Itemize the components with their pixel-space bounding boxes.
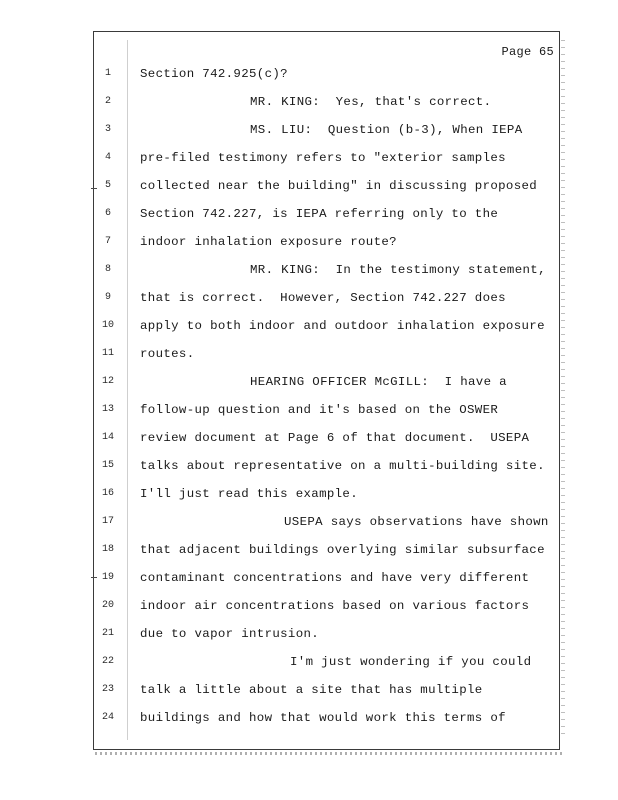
line-number: 19	[101, 572, 114, 583]
line-number: 15	[101, 460, 114, 471]
line-number: 9	[104, 292, 111, 303]
line-number: 21	[101, 628, 114, 639]
line-number: 16	[101, 488, 114, 499]
line-number: 3	[104, 124, 111, 135]
scan-edge-noise-bottom	[95, 752, 563, 755]
transcript-line: routes.	[140, 347, 195, 361]
transcript-line: MR. KING: In the testimony statement,	[250, 263, 546, 277]
page-number: Page 65	[501, 45, 554, 59]
line-number: 13	[101, 404, 114, 415]
transcript-line: USEPA says observations have shown	[284, 515, 549, 529]
transcript-page-frame	[93, 31, 560, 750]
line-number: 2	[104, 96, 111, 107]
line-number: 18	[101, 544, 114, 555]
line-number: 7	[104, 236, 111, 247]
line-number: 20	[101, 600, 114, 611]
transcript-line: that is correct. However, Section 742.227 does	[140, 291, 506, 305]
transcript-line: talk a little about a site that has multiple	[140, 683, 483, 697]
transcript-line: apply to both indoor and outdoor inhalation exposure	[140, 319, 545, 333]
line-number: 10	[101, 320, 114, 331]
line-number: 1	[104, 68, 111, 79]
transcript-line: follow-up question and it's based on the OSWER	[140, 403, 499, 417]
line-number: 6	[104, 208, 111, 219]
line-number: 22	[101, 656, 114, 667]
transcript-line: I'm just wondering if you could	[290, 655, 532, 669]
transcript-line: Section 742.925(c)?	[140, 67, 288, 81]
line-number-margin-rule	[127, 40, 128, 740]
line-number: 8	[104, 264, 111, 275]
line-number: 23	[101, 684, 114, 695]
transcript-line: MR. KING: Yes, that's correct.	[250, 95, 492, 109]
transcript-line: MS. LIU: Question (b-3), When IEPA	[250, 123, 523, 137]
line-number: 12	[101, 376, 114, 387]
transcript-line: Section 742.227, is IEPA referring only to the	[140, 207, 499, 221]
transcript-line: review document at Page 6 of that document. USEPA	[140, 431, 530, 445]
transcript-line: HEARING OFFICER McGILL: I have a	[250, 375, 507, 389]
line-number: 5	[104, 180, 111, 191]
transcript-line: contaminant concentrations and have very different	[140, 571, 530, 585]
scan-edge-noise-right	[561, 40, 565, 740]
transcript-line: talks about representative on a multi-building site.	[140, 459, 545, 473]
transcript-line: I'll just read this example.	[140, 487, 358, 501]
transcript-line: that adjacent buildings overlying similar subsurface	[140, 543, 545, 557]
transcript-line: collected near the building" in discussing proposed	[140, 179, 538, 193]
line-number: 14	[101, 432, 114, 443]
line-number: 17	[101, 516, 114, 527]
transcript-line: due to vapor intrusion.	[140, 627, 320, 641]
transcript-line: indoor inhalation exposure route?	[140, 235, 397, 249]
transcript-line: pre-filed testimony refers to "exterior samples	[140, 151, 506, 165]
transcript-line: buildings and how that would work this terms of	[140, 711, 506, 725]
line-number: 24	[101, 712, 114, 723]
line-number: 4	[104, 152, 111, 163]
line-number: 11	[101, 348, 114, 359]
transcript-line: indoor air concentrations based on various factors	[140, 599, 530, 613]
